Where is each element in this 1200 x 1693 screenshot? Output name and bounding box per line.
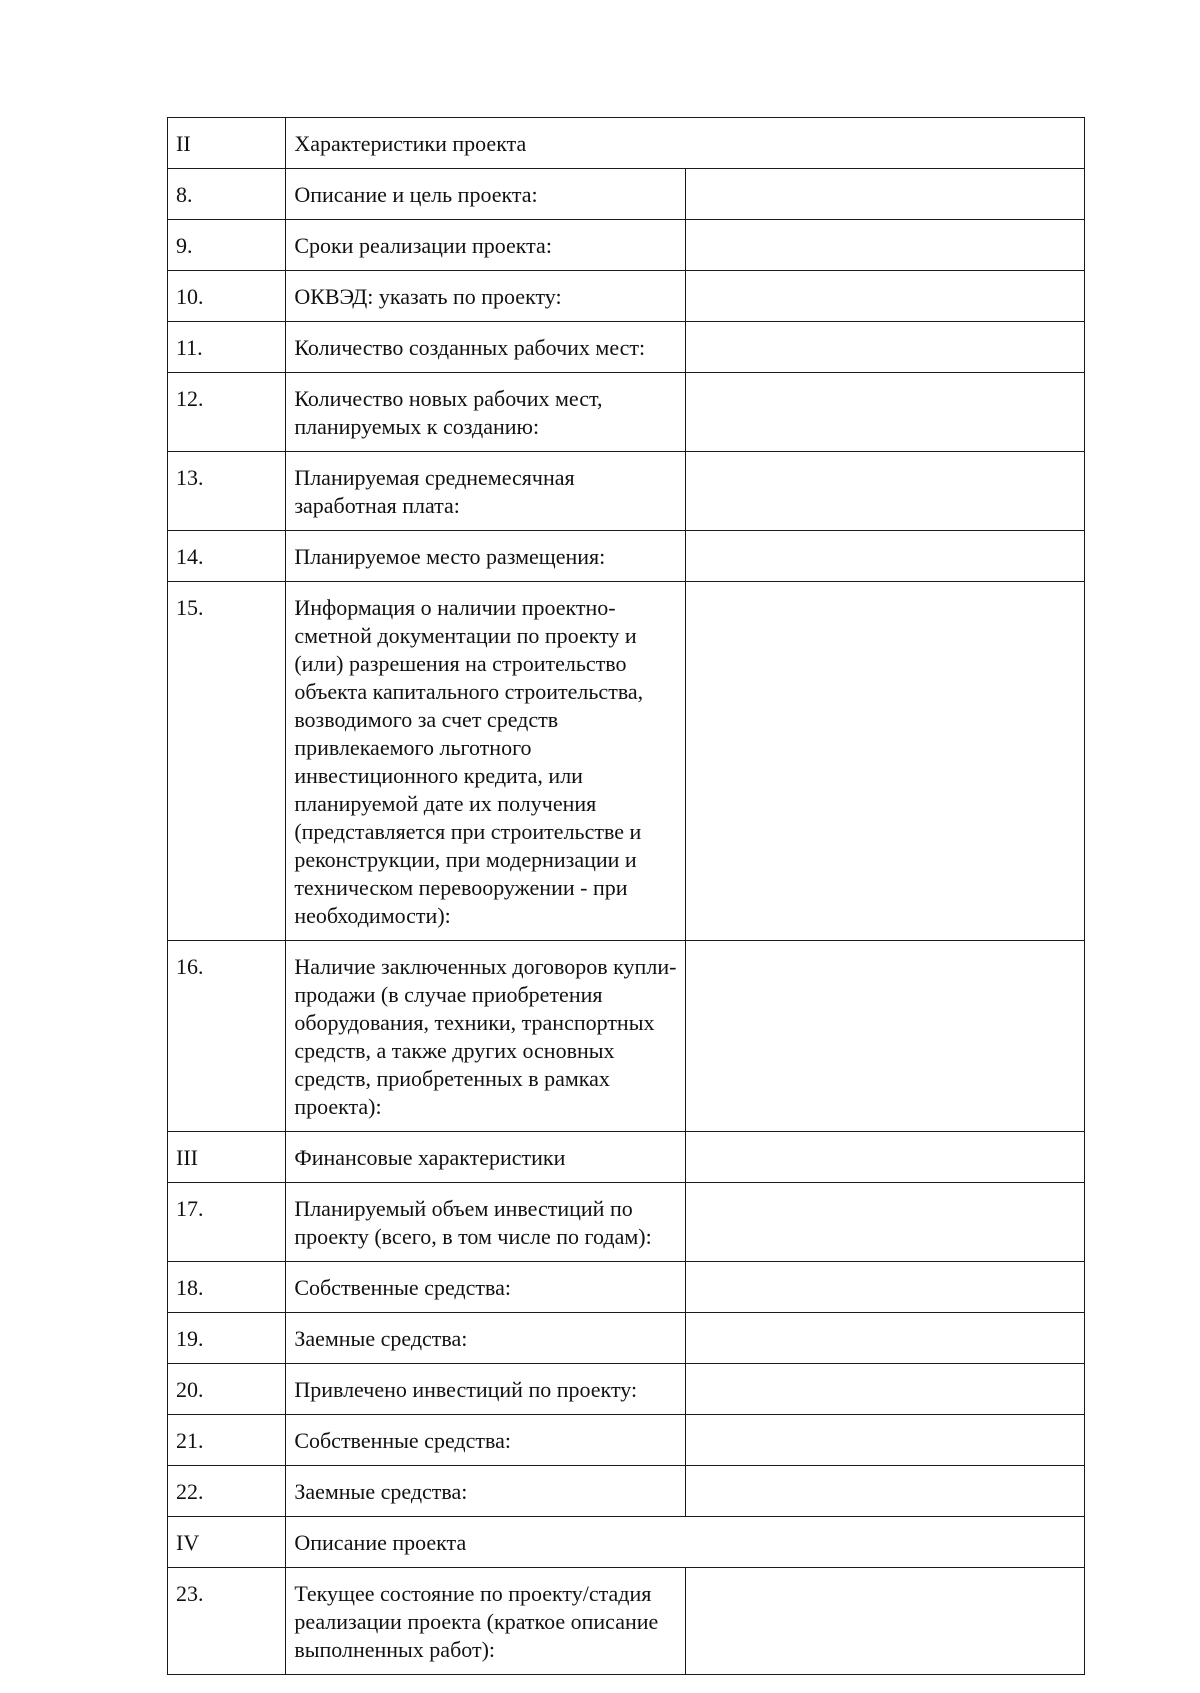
row-label: Текущее состояние по проекту/стадия реализации проекта (краткое описание выполненных работ):	[286, 1568, 685, 1675]
row-label: Заемные средства:	[286, 1313, 685, 1364]
row-number: 23.	[168, 1568, 286, 1675]
row-number: 8.	[168, 169, 286, 220]
table-row	[168, 1415, 1085, 1466]
value-cell[interactable]	[685, 322, 1084, 373]
row-number: 10.	[168, 271, 286, 322]
row-label: Привлечено инвестиций по проекту:	[286, 1364, 685, 1415]
row-number: 22.	[168, 1466, 286, 1517]
row-number: 18.	[168, 1262, 286, 1313]
table-row	[168, 373, 1085, 452]
table-row	[168, 1466, 1085, 1517]
row-number: 14.	[168, 531, 286, 582]
section-title: Описание проекта	[286, 1517, 1085, 1568]
row-number: 12.	[168, 373, 286, 452]
row-number: 19.	[168, 1313, 286, 1364]
row-label: Планируемое место размещения:	[286, 531, 685, 582]
row-number: 15.	[168, 582, 286, 941]
row-label: Собственные средства:	[286, 1262, 685, 1313]
project-form-table	[167, 117, 1085, 1675]
section-row	[168, 118, 1085, 169]
row-label: Заемные средства:	[286, 1466, 685, 1517]
row-label: Информация о наличии проектно-сметной документации по проекту и (или) разрешения на строительство объекта капитального строительства, возводимого за счет средств привлекаемого льготного инвестиционного кредита, или планируемой дате их получения (представляется при строительстве и реконструкции, при модернизации и техническом перевооружении - при необходимости):	[286, 582, 685, 941]
table-row	[168, 1262, 1085, 1313]
row-label: Планируемый объем инвестиций по проекту (всего, в том числе по годам):	[286, 1183, 685, 1262]
form-table-body	[168, 118, 1085, 1675]
table-row	[168, 1568, 1085, 1675]
table-row	[168, 1364, 1085, 1415]
value-cell[interactable]	[685, 373, 1084, 452]
row-label: Планируемая среднемесячная заработная плата:	[286, 452, 685, 531]
row-number: 17.	[168, 1183, 286, 1262]
table-row	[168, 1132, 1085, 1183]
row-label: Сроки реализации проекта:	[286, 220, 685, 271]
row-label: Количество новых рабочих мест, планируемых к созданию:	[286, 373, 685, 452]
value-cell[interactable]	[685, 1415, 1084, 1466]
table-row	[168, 322, 1085, 373]
section-title: Характеристики проекта	[286, 118, 1085, 169]
table-row	[168, 531, 1085, 582]
table-row	[168, 582, 1085, 941]
value-cell[interactable]	[685, 1183, 1084, 1262]
table-row	[168, 271, 1085, 322]
value-cell[interactable]	[685, 1262, 1084, 1313]
row-number: 11.	[168, 322, 286, 373]
value-cell[interactable]	[685, 582, 1084, 941]
row-label: Собственные средства:	[286, 1415, 685, 1466]
value-cell[interactable]	[685, 1364, 1084, 1415]
value-cell[interactable]	[685, 452, 1084, 531]
value-cell[interactable]	[685, 1132, 1084, 1183]
value-cell[interactable]	[685, 1313, 1084, 1364]
row-label: Описание и цель проекта:	[286, 169, 685, 220]
value-cell[interactable]	[685, 271, 1084, 322]
row-label: Финансовые характеристики	[286, 1132, 685, 1183]
value-cell[interactable]	[685, 220, 1084, 271]
value-cell[interactable]	[685, 941, 1084, 1132]
value-cell[interactable]	[685, 531, 1084, 582]
row-label: Количество созданных рабочих мест:	[286, 322, 685, 373]
table-row	[168, 1183, 1085, 1262]
row-number: 16.	[168, 941, 286, 1132]
row-number: IV	[168, 1517, 286, 1568]
value-cell[interactable]	[685, 169, 1084, 220]
row-number: 21.	[168, 1415, 286, 1466]
row-number: 20.	[168, 1364, 286, 1415]
row-number: 9.	[168, 220, 286, 271]
table-row	[168, 220, 1085, 271]
value-cell[interactable]	[685, 1466, 1084, 1517]
row-number: 13.	[168, 452, 286, 531]
table-row	[168, 169, 1085, 220]
row-label: Наличие заключенных договоров купли-продажи (в случае приобретения оборудования, техники, транспортных средств, а также других основных средств, приобретенных в рамках проекта):	[286, 941, 685, 1132]
table-row	[168, 941, 1085, 1132]
value-cell[interactable]	[685, 1568, 1084, 1675]
table-row	[168, 1313, 1085, 1364]
section-row	[168, 1517, 1085, 1568]
row-number: II	[168, 118, 286, 169]
table-row	[168, 452, 1085, 531]
row-label: ОКВЭД: указать по проекту:	[286, 271, 685, 322]
row-number: III	[168, 1132, 286, 1183]
